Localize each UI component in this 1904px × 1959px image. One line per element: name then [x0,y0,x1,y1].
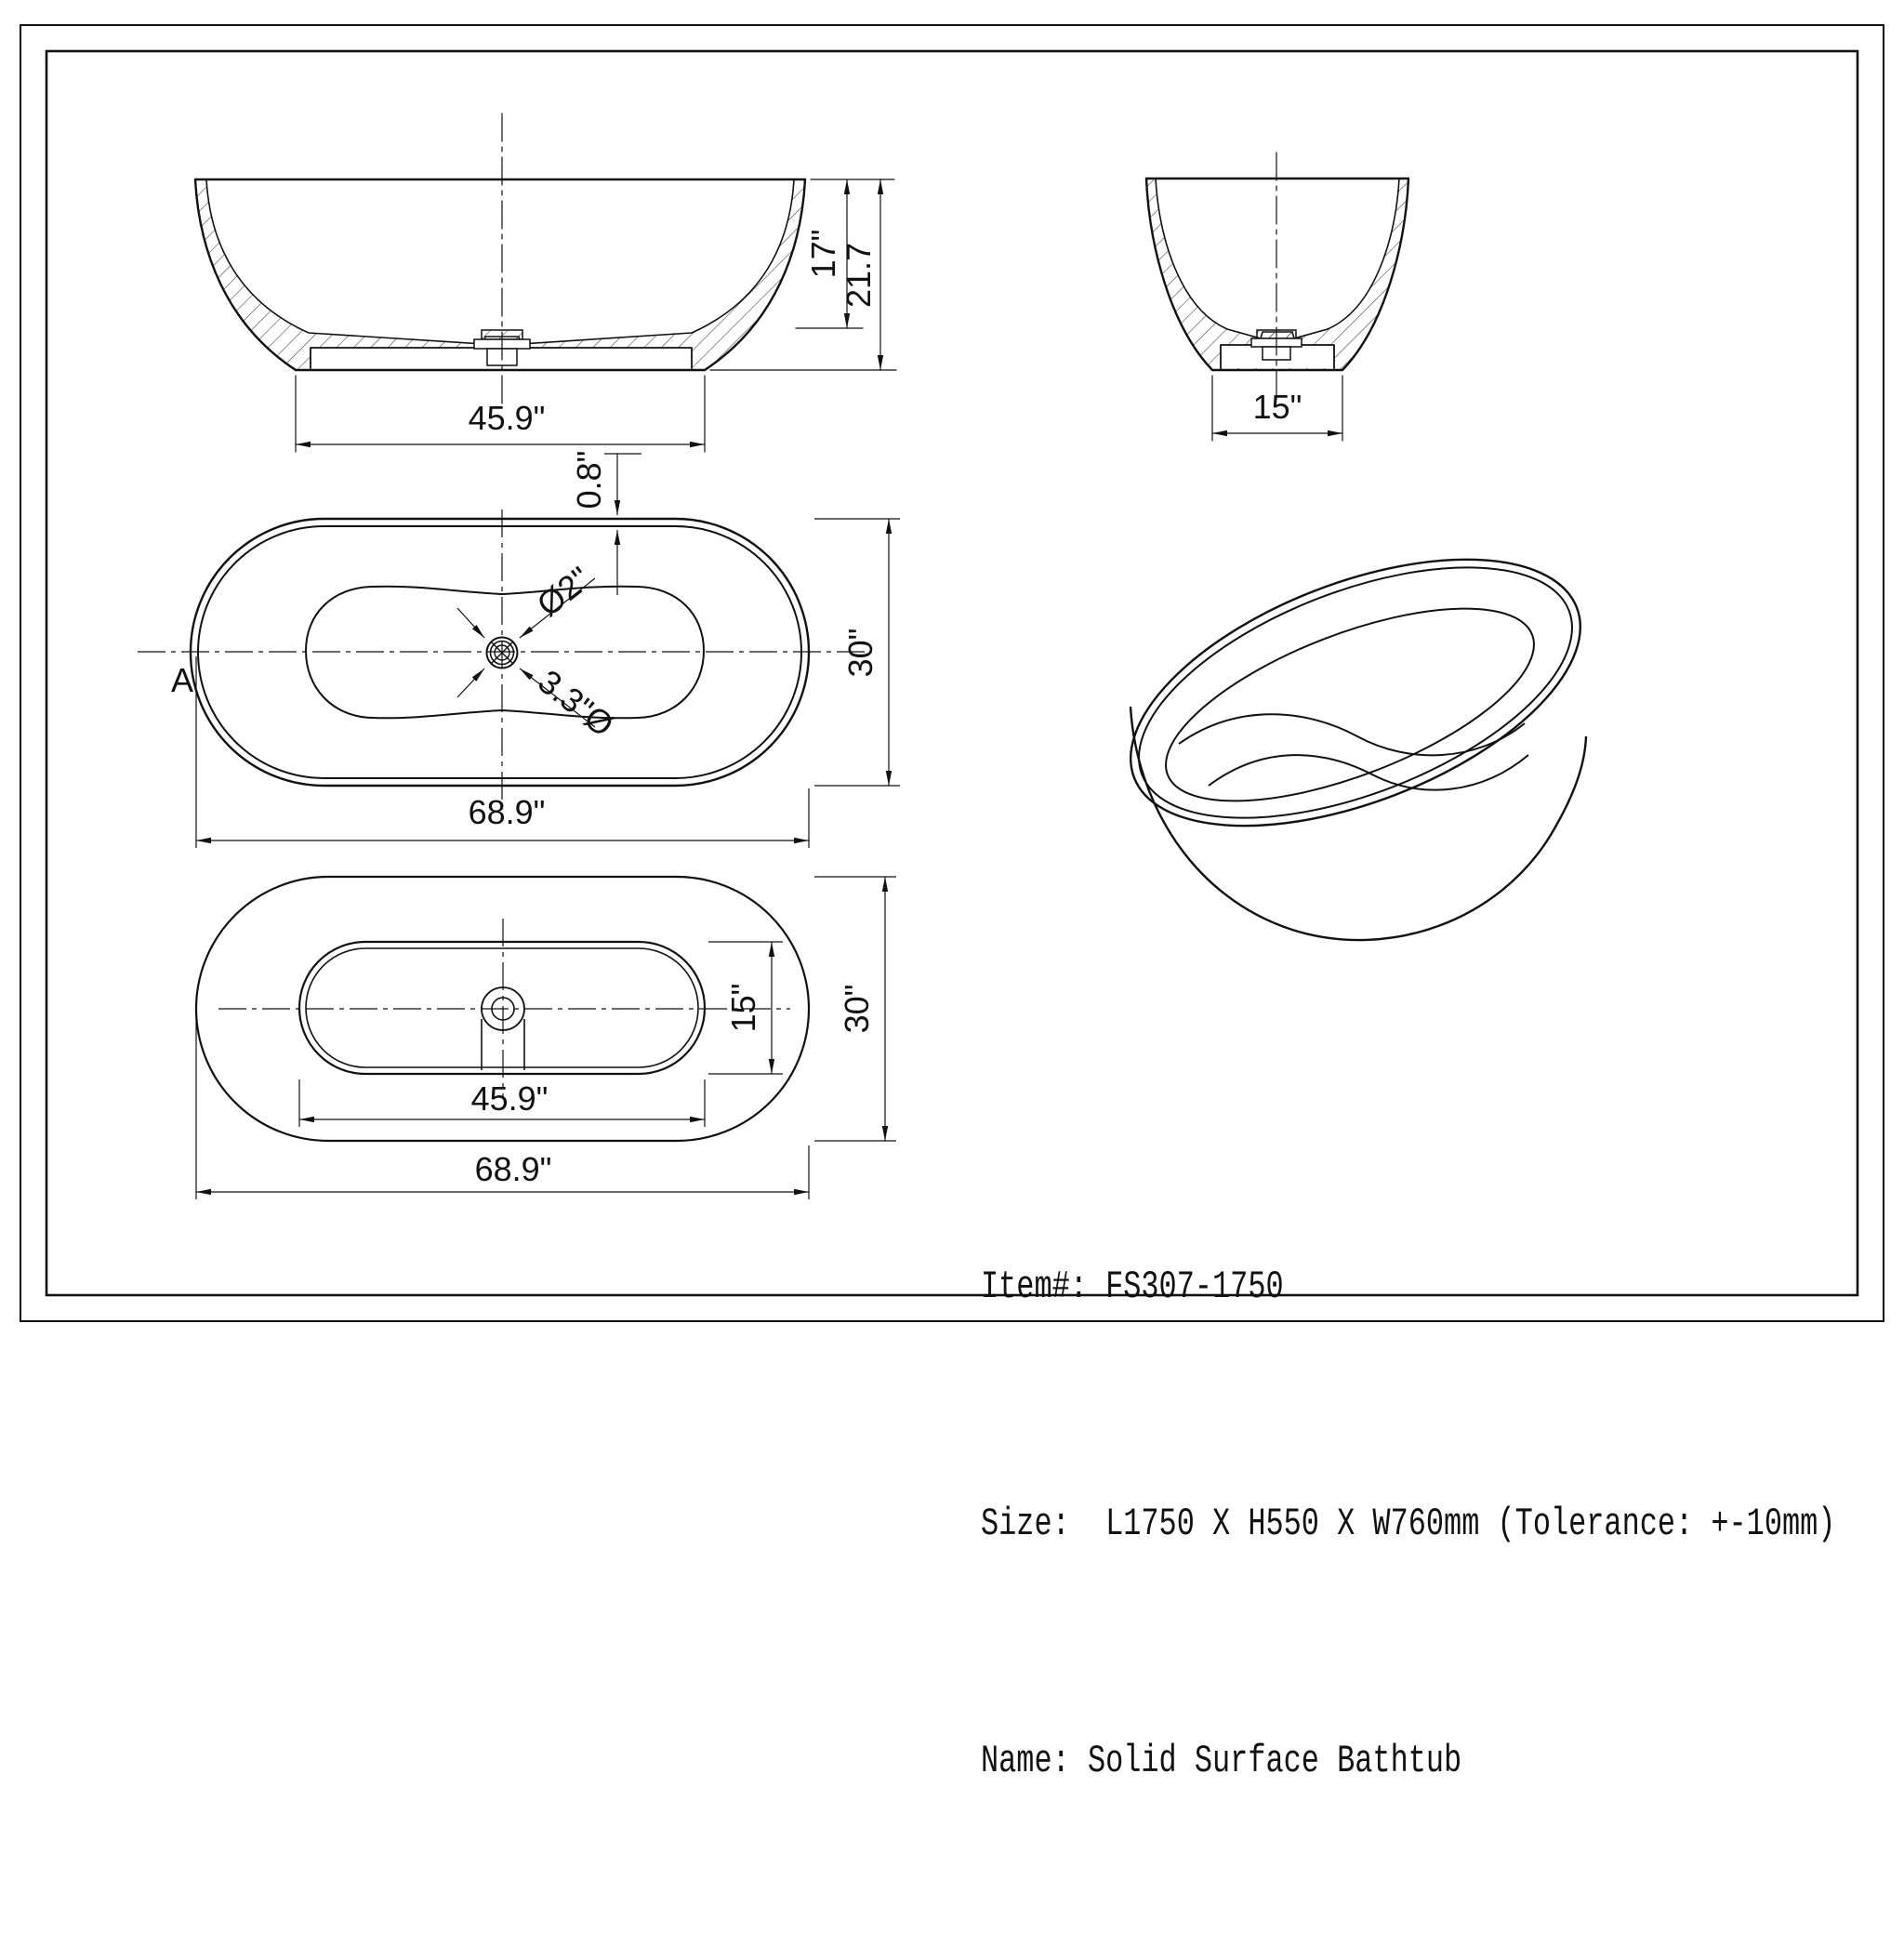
title-size-value: L1750 X H550 X W760mm (Tolerance: +-10mm) [1069,1502,1836,1546]
persp-rim-outer [1095,505,1617,880]
bottom-view [196,877,896,1199]
title-item-label: Item#: [981,1264,1088,1309]
persp-body-outline [1130,707,1586,940]
front-dim-base-width-label: 45.9" [468,399,546,437]
persp-basin-opening [1143,569,1558,841]
bottom-dim-basin-width-label: 15" [724,983,762,1033]
side-view [1146,152,1408,441]
front-view [195,113,896,452]
title-name-line [981,1722,1835,1801]
front-dim-total-height-label: 21.7 [840,242,878,309]
title-item-line [981,1248,1835,1327]
title-size-label: Size: [981,1502,1070,1546]
plan-dim-length-label: 68.9" [468,793,546,831]
plan-drain-flange-label: 3.3"Ø [531,662,622,745]
bottom-dim-width-label: 30" [838,984,876,1034]
bottom-dim-length-label: 68.9" [474,1150,552,1188]
title-size-line [981,1485,1835,1564]
plan-view [138,451,900,848]
side-dim-base-label: 15" [1252,388,1302,426]
plan-dim-width-label: 30" [841,628,879,678]
plan-section-label: A [170,661,194,699]
title-name-value: Solid Surface Bathtub [1069,1739,1462,1783]
persp-basin-fold-2 [1209,755,1528,790]
title-name-label: Name: [981,1739,1070,1783]
bottom-plinth-outer [299,942,705,1074]
plan-drain-dia-label: Ø2" [529,559,598,625]
front-dim-inner-height-label: 17" [804,229,842,279]
title-block [981,1090,1835,1959]
title-item-value: FS307-1750 [1087,1264,1284,1309]
plan-dim-rim-label: 0.8" [570,450,608,510]
plan-dim-rim [604,454,641,595]
bottom-dim-basin-length-label: 45.9" [470,1079,549,1118]
bottom-plinth-inner [306,948,698,1067]
perspective-view [1095,505,1617,940]
